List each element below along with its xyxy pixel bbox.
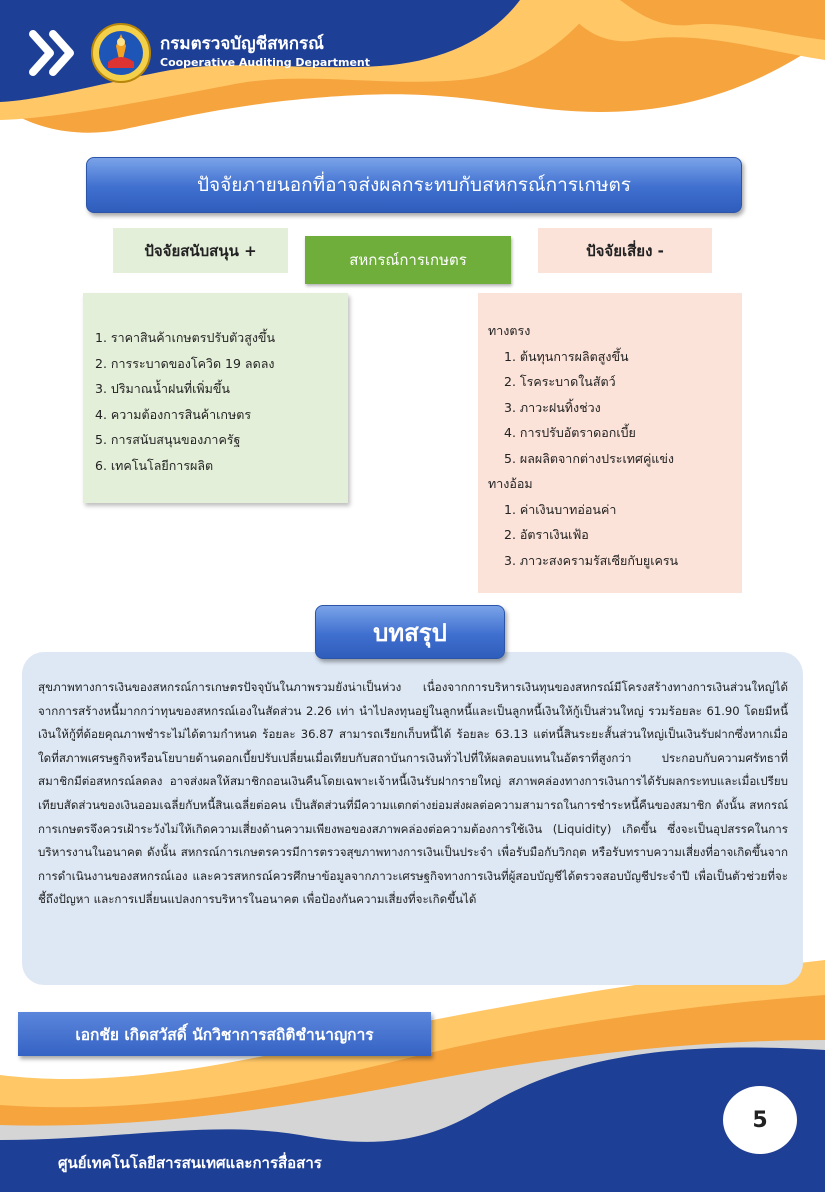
positive-factors-label: ปัจจัยสนับสนุน + bbox=[113, 228, 288, 273]
page-number-badge bbox=[720, 1083, 800, 1157]
summary-text: สุขภาพทางการเงินของสหกรณ์การเกษตรปัจจุบันในภาพรวมยังน่าเป็นห่วง เนื่องจากการบริหารเงินทุนของสหกรณ์มีโครงสร้างทางการเงินส่วนใหญ่ได้จากการสร้างหนี้มากกว่าทุนของสหกรณ์เองในสัดส่วน 2.26 เท่า นำไปลงทุนอยู่ในลูกหนี้และเป็นลูกหนี้เงินให้กู้เป็นส่วนใหญ่ รวมร้อยละ 61.90 โดยมีหนี้เงินให้กู้ที่ด้อยคุณภาพชำระไม่ได้ตามกำหนด ร้อยละ 36.87 สามารถเรียกเก็บหนี้ได้ ร้อยละ 63.13 แต่หนี้สินระยะสั้นส่วนใหญ่เป็นเงินรับฝากซึ่งหากเมื่อใดที่สภาพเศรษฐกิจหรือนโยบายด้านดอกเบี้ยปรับเปลี่ยนเมื่อเทียบกับสถาบันการเงินทั่วไปที่ให้ผลตอบแทนในอัตราที่สูงกว่า ประกอบกับความศรัทธาที่สมาชิกมีต่อสหกรณ์ลดลง อาจส่งผลให้สมาชิกถอนเงินคืนโดยเฉพาะเจ้าหนี้เงินรับฝากรายใหญ่ สภาพคล่องทางการเงินการได้รับผลกระทบและเมื่อเปรียบเทียบสัดส่วนของเงินออมเฉลี่ยกับหนี้สินเฉลี่ยต่อคน เป็นสัดส่วนที่มีความแตกต่างย่อมส่งผลต่อความสามารถในการชำระหนี้คืนของสมาชิก ดังนั้น สหกรณ์การเกษตรจึงควรเฝ้าระวังไม่ให้เกิดความเสี่ยงด้านความเพียงพอของสภาพคล่องต่อความต้องการใช้เงิน (Liquidity) เกิดขึ้น ซึ่งจะเป็นอุปสรรคในการบริหารงานในอนาคต ดังนั้น สหกรณ์การเกษตรควรมีการตรวจสุขภาพทางการเงินเป็นประจำ เพื่อรับมือกับวิกฤต หรือรับทราบความเสี่ยงที่อาจเกิดขึ้นจากการดำเนินงานของสหกรณ์เอง และควรสหกรณ์ควรศึกษาข้อมูลจากภาวะเศรษฐกิจทางการเงินที่ผู้สอบบัญชีได้ตรวจสอบบัญชีประจำปี เพื่อเป็นตัวช่วยที่จะชี้ถึงปัญหา และการเปลี่ยนแปลงการบริหารในอนาคต เพื่อป้องกันความเสี่ยงที่จะเกิดขึ้นได้ bbox=[38, 680, 788, 907]
list-item: 4. ความต้องการสินค้าเกษตร bbox=[95, 406, 252, 422]
footer-text: ศูนย์เทคโนโลยีสารสนเทศและการสื่อสาร bbox=[58, 1154, 322, 1172]
department-name-thai: กรมตรวจบัญชีสหกรณ์ bbox=[160, 34, 324, 54]
list-item: 3. ภาวะสงครามรัสเซียกับยูเครน bbox=[504, 552, 679, 568]
list-item: 1. ต้นทุนการผลิตสูงขึ้น bbox=[504, 348, 629, 364]
list-item: 5. การสนับสนุนของภาครัฐ bbox=[95, 432, 241, 447]
list-item: 1. ค่าเงินบาทอ่อนค่า bbox=[504, 501, 617, 517]
direct-risk-list bbox=[488, 344, 678, 472]
list-item: 2. การระบาดของโควิด 19 ลดลง bbox=[95, 355, 275, 371]
list-item: 3. ปริมาณน้ำฝนที่เพิ่มขึ้น bbox=[95, 381, 230, 396]
title-banner bbox=[86, 157, 742, 213]
direct-heading: ทางตรง bbox=[488, 323, 531, 338]
department-name-english: Cooperative Auditing Department bbox=[160, 56, 370, 69]
list-item: 6. เทคโนโลยีการผลิต bbox=[95, 457, 214, 473]
indirect-heading: ทางอ้อม bbox=[488, 476, 533, 491]
list-item: 2. โรคระบาดในสัตว์ bbox=[504, 374, 616, 389]
page-number: 5 bbox=[752, 1107, 768, 1133]
risk-factors-label: ปัจจัยเสี่ยง - bbox=[538, 228, 712, 273]
list-item: 4. การปรับอัตราดอกเบี้ย bbox=[504, 425, 636, 440]
positive-factors-list bbox=[95, 325, 275, 478]
indirect-risk-list bbox=[488, 497, 678, 574]
summary-box bbox=[22, 652, 803, 985]
list-item: 5. ผลผลิตจากต่างประเทศคู่แข่ง bbox=[504, 450, 675, 466]
summary-heading: บทสรุป bbox=[373, 618, 447, 647]
department-logo bbox=[90, 22, 152, 84]
risk-factors-box bbox=[478, 293, 742, 593]
summary-heading-banner bbox=[315, 605, 505, 659]
positive-factors-box bbox=[83, 293, 348, 503]
author-banner bbox=[18, 1012, 431, 1056]
author-name: เอกชัย เกิดสวัสดิ์ นักวิชาการสถิติชำนาญการ bbox=[75, 1025, 374, 1044]
list-item: 2. อัตราเงินเฟ้อ bbox=[504, 527, 589, 542]
list-item: 1. ราคาสินค้าเกษตรปรับตัวสูงขึ้น bbox=[95, 330, 276, 345]
list-item: 3. ภาวะฝนทิ้งช่วง bbox=[504, 399, 601, 415]
page-title: ปัจจัยภายนอกที่อาจส่งผลกระทบกับสหกรณ์การเกษตร bbox=[196, 174, 632, 196]
double-chevron-icon bbox=[28, 28, 78, 78]
center-label: สหกรณ์การเกษตร bbox=[305, 236, 511, 284]
